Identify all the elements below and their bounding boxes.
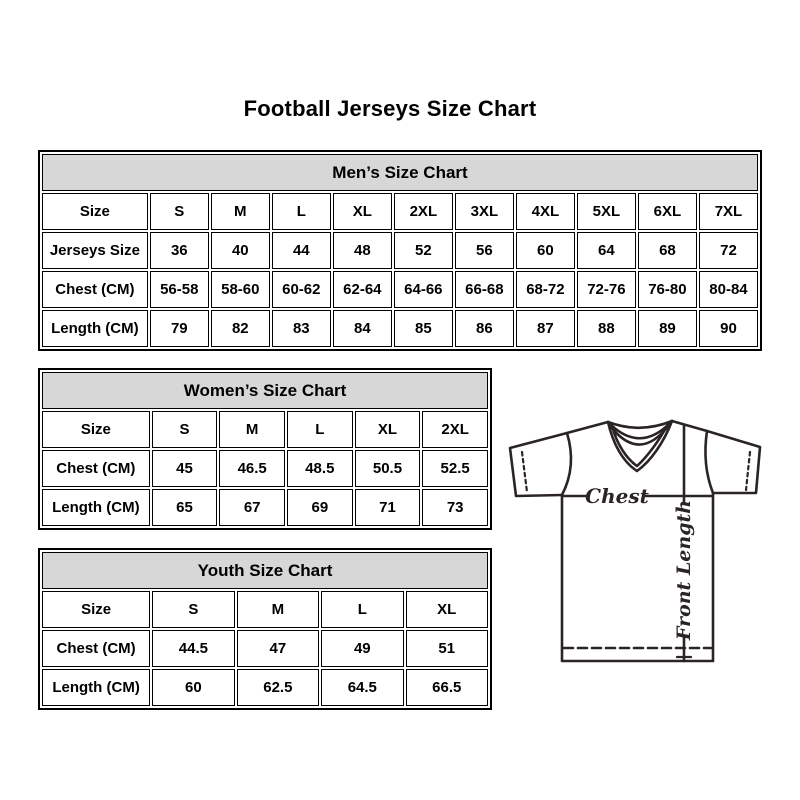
table-row: [42, 271, 758, 308]
youth-size-chart-table: [38, 548, 492, 710]
table-row: [42, 310, 758, 347]
value-cell: 86: [455, 310, 514, 347]
value-cell: M: [211, 193, 270, 230]
value-cell: 48: [333, 232, 392, 269]
value-cell: 66-68: [455, 271, 514, 308]
table-row: [42, 630, 488, 667]
row-label-cell: Chest (CM): [42, 450, 150, 487]
jersey-left-armhole: [562, 433, 571, 495]
value-cell: 50.5: [355, 450, 421, 487]
value-cell: 72: [699, 232, 758, 269]
value-cell: S: [150, 193, 209, 230]
value-cell: L: [321, 591, 403, 628]
youth-size-chart: [38, 548, 492, 710]
value-cell: 82: [211, 310, 270, 347]
value-cell: XL: [406, 591, 488, 628]
row-label-cell: Length (CM): [42, 310, 148, 347]
value-cell: 52.5: [422, 450, 488, 487]
table-row: [42, 411, 488, 448]
table-row: [42, 450, 488, 487]
value-cell: 69: [287, 489, 353, 526]
table-row: [42, 232, 758, 269]
value-cell: 51: [406, 630, 488, 667]
value-cell: 62.5: [237, 669, 319, 706]
womens-size-chart-table: [38, 368, 492, 530]
womens-size-chart: [38, 368, 492, 530]
chest-label: Chest: [585, 484, 649, 508]
value-cell: 5XL: [577, 193, 636, 230]
mens-size-chart-title: Men’s Size Chart: [42, 154, 758, 191]
jersey-measurement-diagram: [500, 400, 780, 680]
row-label-cell: Size: [42, 411, 150, 448]
value-cell: 52: [394, 232, 453, 269]
value-cell: 85: [394, 310, 453, 347]
womens-size-chart-title: Women’s Size Chart: [42, 372, 488, 409]
value-cell: 40: [211, 232, 270, 269]
table-row: [42, 591, 488, 628]
value-cell: L: [272, 193, 331, 230]
value-cell: 36: [150, 232, 209, 269]
row-label-cell: Chest (CM): [42, 271, 148, 308]
value-cell: 56: [455, 232, 514, 269]
value-cell: S: [152, 591, 234, 628]
value-cell: 58-60: [211, 271, 270, 308]
row-label-cell: Length (CM): [42, 669, 150, 706]
value-cell: 60-62: [272, 271, 331, 308]
value-cell: 49: [321, 630, 403, 667]
value-cell: 67: [219, 489, 285, 526]
value-cell: 4XL: [516, 193, 575, 230]
value-cell: 64-66: [394, 271, 453, 308]
mens-size-chart-table: [38, 150, 762, 351]
value-cell: XL: [333, 193, 392, 230]
row-label-cell: Size: [42, 193, 148, 230]
mens-size-chart: [38, 150, 762, 351]
value-cell: XL: [355, 411, 421, 448]
value-cell: M: [219, 411, 285, 448]
value-cell: 7XL: [699, 193, 758, 230]
row-label-cell: Length (CM): [42, 489, 150, 526]
table-row: [42, 669, 488, 706]
jersey-right-armhole: [705, 431, 713, 493]
value-cell: 80-84: [699, 271, 758, 308]
value-cell: 83: [272, 310, 331, 347]
table-row: [42, 193, 758, 230]
value-cell: 47: [237, 630, 319, 667]
value-cell: 72-76: [577, 271, 636, 308]
value-cell: 45: [152, 450, 218, 487]
left-cuff-dashed-line: [522, 452, 527, 492]
value-cell: 89: [638, 310, 697, 347]
value-cell: 68-72: [516, 271, 575, 308]
value-cell: 3XL: [455, 193, 514, 230]
value-cell: 46.5: [219, 450, 285, 487]
table-row: [42, 489, 488, 526]
value-cell: 56-58: [150, 271, 209, 308]
value-cell: 48.5: [287, 450, 353, 487]
value-cell: L: [287, 411, 353, 448]
value-cell: 90: [699, 310, 758, 347]
row-label-cell: Size: [42, 591, 150, 628]
value-cell: 76-80: [638, 271, 697, 308]
value-cell: 87: [516, 310, 575, 347]
youth-size-chart-title: Youth Size Chart: [42, 552, 488, 589]
value-cell: 60: [516, 232, 575, 269]
row-label-cell: Jerseys Size: [42, 232, 148, 269]
front-length-label: Front Length: [673, 499, 695, 641]
value-cell: 60: [152, 669, 234, 706]
row-label-cell: Chest (CM): [42, 630, 150, 667]
value-cell: 79: [150, 310, 209, 347]
value-cell: 64.5: [321, 669, 403, 706]
value-cell: 2XL: [422, 411, 488, 448]
value-cell: 73: [422, 489, 488, 526]
value-cell: 65: [152, 489, 218, 526]
right-cuff-dashed-line: [746, 452, 750, 490]
value-cell: 84: [333, 310, 392, 347]
value-cell: 6XL: [638, 193, 697, 230]
value-cell: 2XL: [394, 193, 453, 230]
value-cell: 88: [577, 310, 636, 347]
value-cell: 62-64: [333, 271, 392, 308]
value-cell: 71: [355, 489, 421, 526]
page-title: Football Jerseys Size Chart: [243, 96, 537, 121]
value-cell: S: [152, 411, 218, 448]
value-cell: 68: [638, 232, 697, 269]
jersey-outline-icon: [500, 400, 780, 680]
value-cell: 66.5: [406, 669, 488, 706]
value-cell: 44.5: [152, 630, 234, 667]
value-cell: 44: [272, 232, 331, 269]
jersey-collar-back: [608, 421, 672, 428]
value-cell: 64: [577, 232, 636, 269]
value-cell: M: [237, 591, 319, 628]
